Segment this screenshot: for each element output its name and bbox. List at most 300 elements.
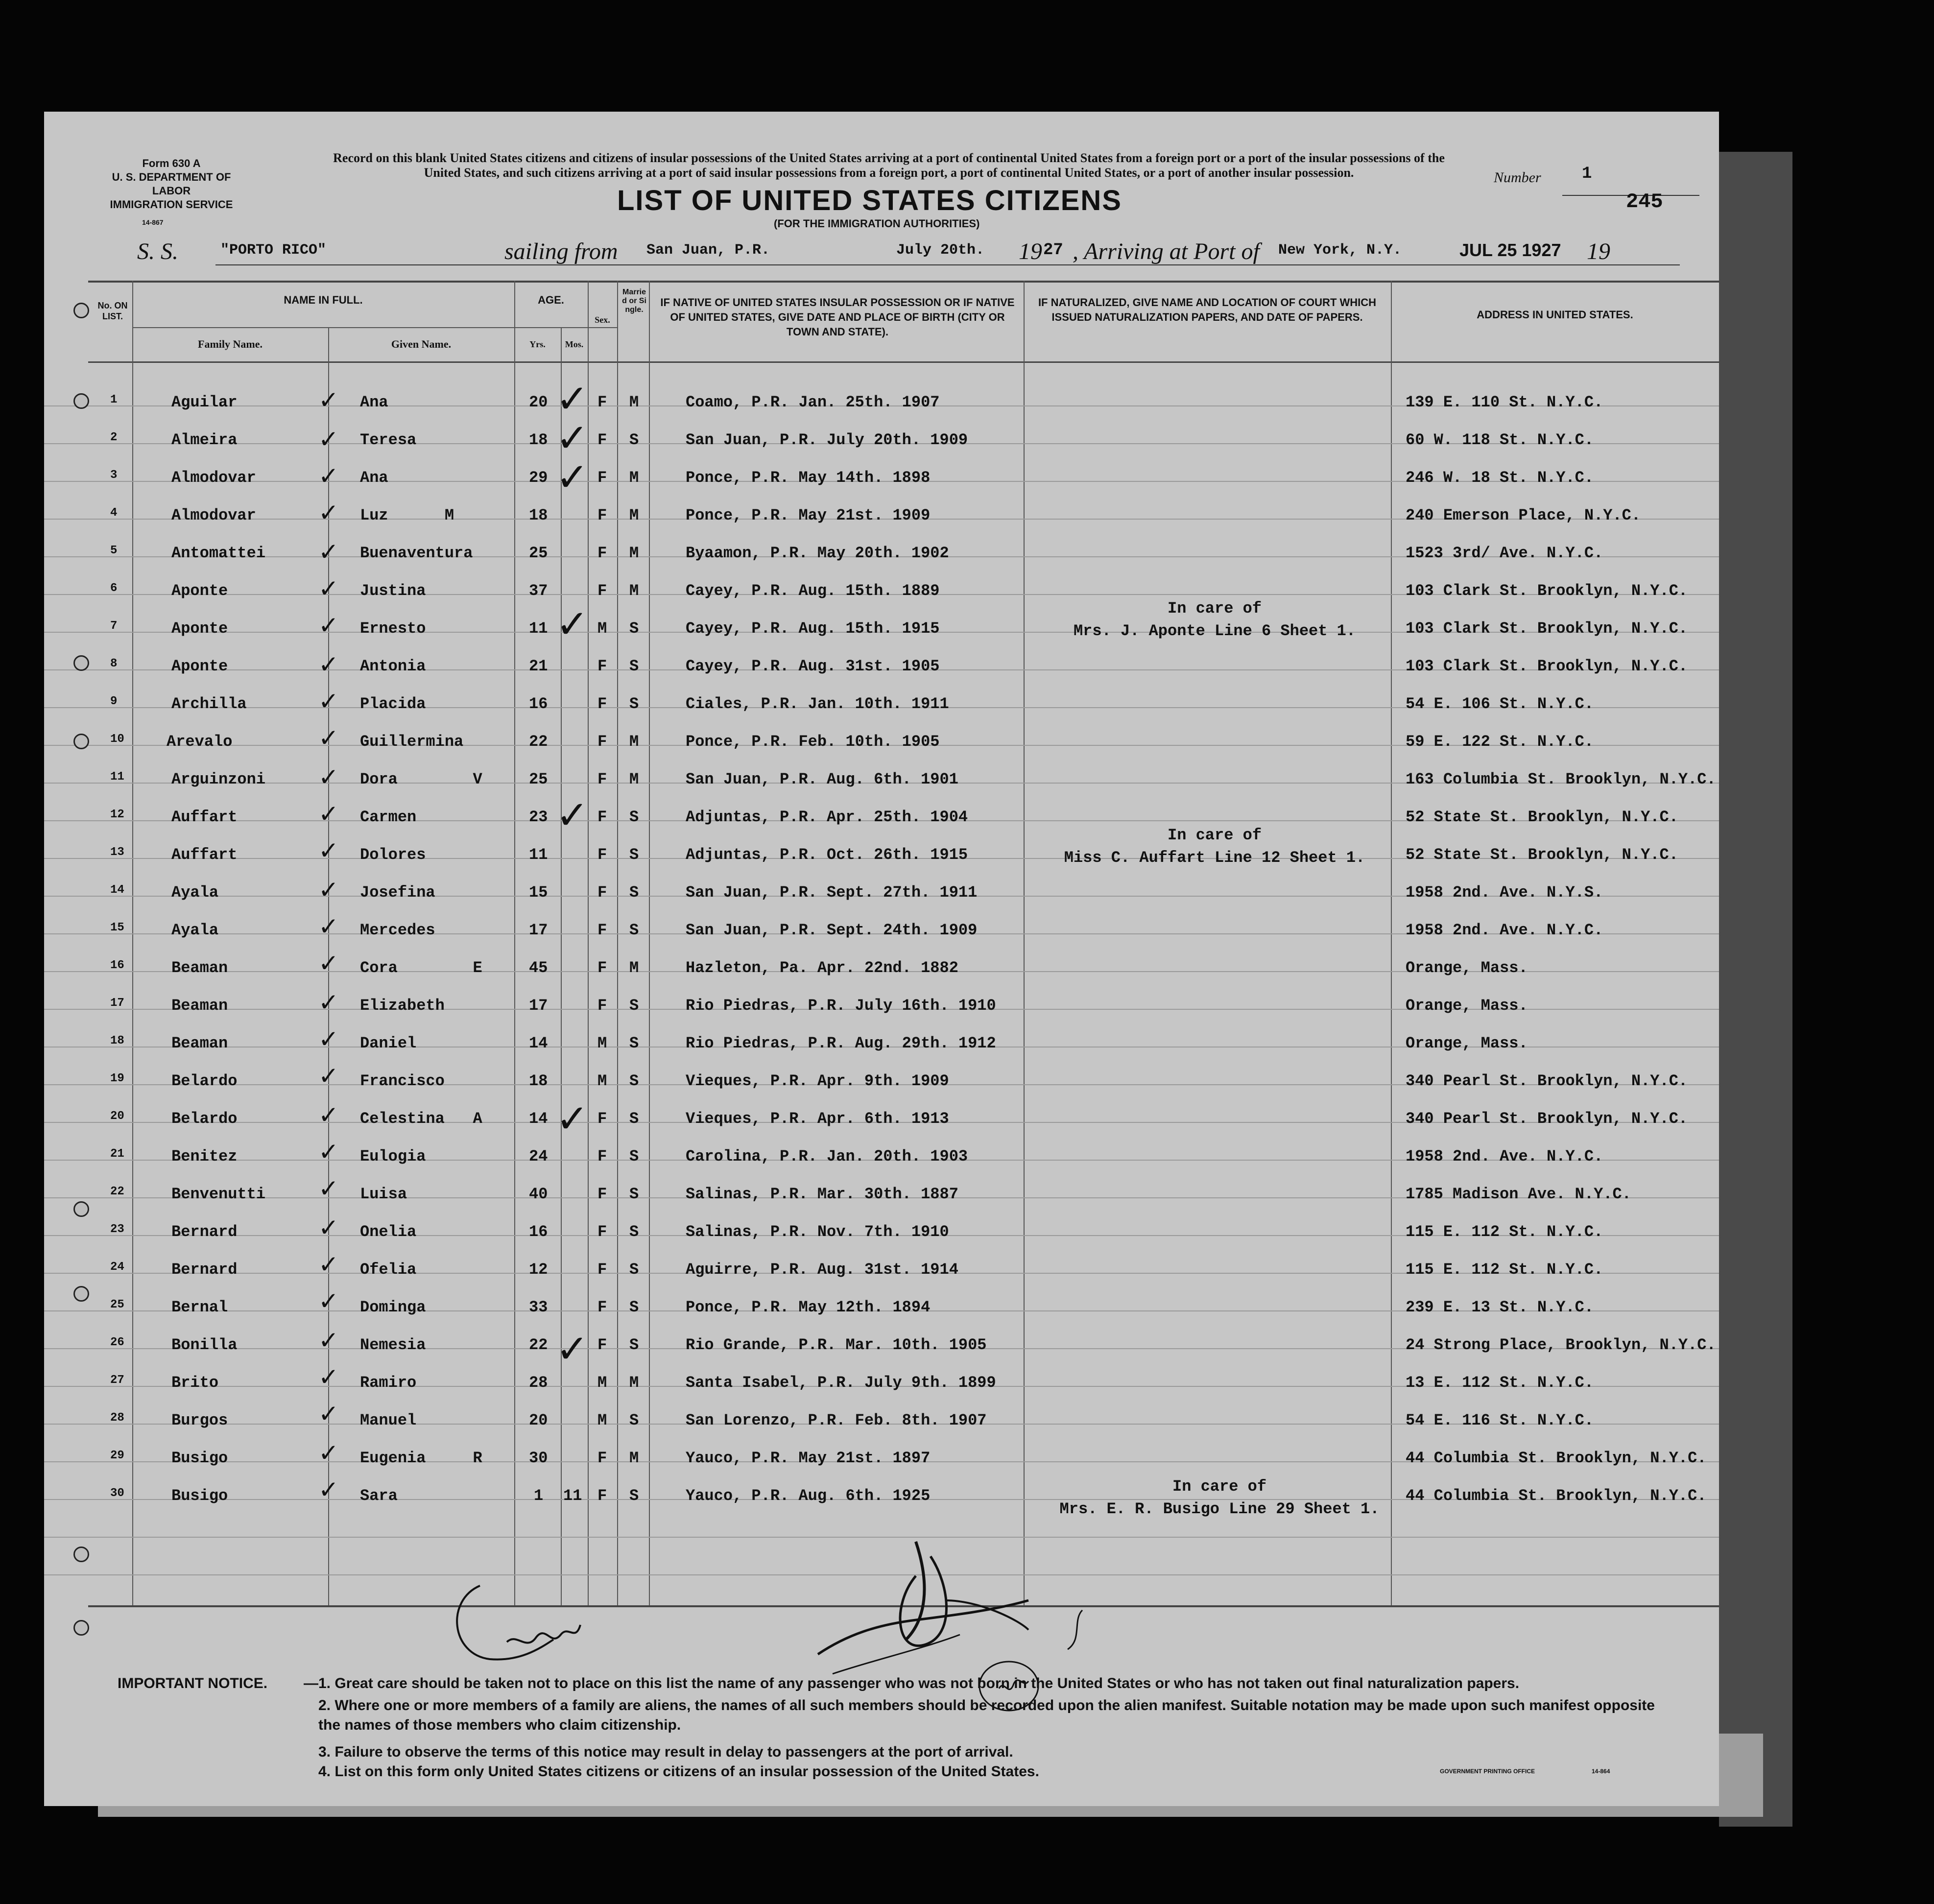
sex: F [597, 808, 607, 826]
given-name: Onelia [360, 1223, 417, 1241]
age-years: 1 [534, 1487, 544, 1505]
marital-status: M [629, 1374, 639, 1392]
notice-item: 2. Where one or more members of a family are aliens, the names of all such members should be recorded upon the alien manifest. Suitable notation may be made upon such manifest opposite the names of those members who claim citizenship. [318, 1697, 1655, 1733]
birthplace: Salinas, P.R. Nov. 7th. 1910 [686, 1223, 949, 1241]
age-years: 14 [529, 1110, 548, 1128]
given-name: Nemesia [360, 1336, 426, 1354]
table-row [44, 1223, 1719, 1252]
sex: F [597, 1336, 607, 1354]
check-mark-icon: ✓ [318, 913, 339, 940]
table-row [44, 1298, 1719, 1328]
us-address: 52 State St. Brooklyn, N.Y.C. [1406, 846, 1678, 864]
family-name: Brito [171, 1374, 219, 1392]
age-years: 21 [529, 657, 548, 675]
table-row [44, 1147, 1719, 1177]
form-id-block [98, 157, 245, 212]
birthplace: Salinas, P.R. Mar. 30th. 1887 [686, 1185, 958, 1203]
marital-status: S [629, 1223, 639, 1241]
table-row [44, 582, 1719, 611]
us-address: Orange, Mass. [1406, 997, 1528, 1015]
birthplace: Carolina, P.R. Jan. 20th. 1903 [686, 1147, 968, 1166]
care-note-text: Miss C. Auffart Line 12 Sheet 1. [1064, 849, 1365, 867]
row-number: 25 [110, 1298, 124, 1311]
table-top-rule [88, 281, 1719, 283]
punch-hole [73, 303, 89, 318]
age-years: 22 [529, 733, 548, 751]
header-name-in-full: NAME IN FULL. [284, 294, 363, 306]
table-row [44, 695, 1719, 724]
given-name: Manuel [360, 1411, 417, 1429]
table-row [44, 544, 1719, 573]
sex: F [597, 1147, 607, 1166]
printer-code: 14-864 [1592, 1768, 1610, 1775]
us-address: 24 Strong Place, Brooklyn, N.Y.C. [1406, 1336, 1716, 1354]
given-name: Ramiro [360, 1374, 417, 1392]
birthplace: Santa Isabel, P.R. July 9th. 1899 [686, 1374, 996, 1392]
us-address: 52 State St. Brooklyn, N.Y.C. [1406, 808, 1678, 826]
row-number: 15 [110, 921, 124, 934]
check-mark-icon: ✓ [556, 1097, 589, 1141]
sex: F [597, 544, 607, 562]
age-years: 45 [529, 959, 548, 977]
header-yrs: Yrs. [529, 339, 546, 349]
check-mark-icon: ✓ [318, 800, 339, 828]
sex: F [597, 469, 607, 487]
birthplace: Ponce, P.R. Feb. 10th. 1905 [686, 733, 940, 751]
birthplace: Yauco, P.R. Aug. 6th. 1925 [686, 1487, 931, 1505]
check-mark-icon: ✓ [318, 1138, 339, 1166]
row-number: 22 [110, 1185, 124, 1198]
arriving-label: , Arriving at Port of [1073, 238, 1260, 264]
given-name: Mercedes [360, 921, 435, 939]
us-address: 44 Columbia St. Brooklyn, N.Y.C. [1406, 1487, 1707, 1505]
given-name: Ana [360, 469, 388, 487]
row-number: 29 [110, 1449, 124, 1462]
us-address: 340 Pearl St. Brooklyn, N.Y.C. [1406, 1110, 1688, 1128]
birthplace: Coamo, P.R. Jan. 25th. 1907 [686, 393, 940, 411]
marital-status: S [629, 921, 639, 939]
form-number: Form 630 A [142, 157, 201, 169]
sex: M [597, 1034, 607, 1052]
row-number: 16 [110, 959, 124, 972]
department: U. S. DEPARTMENT OF LABOR [112, 171, 231, 197]
marital-status: M [629, 959, 639, 977]
row-number: 1 [110, 393, 118, 406]
check-mark-icon: ✓ [318, 1439, 339, 1467]
given-name: Placida [360, 695, 426, 713]
marital-status: M [629, 733, 639, 751]
check-mark-icon: ✓ [318, 1062, 339, 1090]
sex: F [597, 1110, 607, 1128]
check-mark-icon: ✓ [318, 1327, 339, 1354]
row-number: 9 [110, 695, 118, 708]
row-number: 8 [110, 657, 118, 670]
header-married-single: Married or Single. [622, 288, 646, 314]
family-name: Bernard [171, 1261, 238, 1279]
us-address: 54 E. 106 St. N.Y.C. [1406, 695, 1594, 713]
page-number: 245 [1626, 190, 1663, 214]
birthplace: Byaamon, P.R. May 20th. 1902 [686, 544, 949, 562]
age-years: 12 [529, 1261, 548, 1279]
birthplace: Ciales, P.R. Jan. 10th. 1911 [686, 695, 949, 713]
table-row [44, 883, 1719, 913]
family-name: Beaman [171, 997, 228, 1015]
name-age-subrule [132, 327, 617, 328]
punch-hole [73, 1201, 89, 1217]
family-name: Beaman [171, 959, 228, 977]
marital-status: S [629, 1298, 639, 1316]
marital-status: S [629, 657, 639, 675]
given-name: Josefina [360, 883, 435, 902]
row-number: 6 [110, 582, 118, 595]
passenger-rows [44, 393, 1719, 1544]
family-name: Belardo [171, 1072, 238, 1090]
table-row [44, 431, 1719, 460]
row-number: 7 [110, 619, 118, 633]
table-row [44, 959, 1719, 988]
given-name: Luz M [360, 506, 454, 524]
sailing-from-label: sailing from [504, 238, 618, 264]
header-sex: Sex. [595, 315, 610, 325]
us-address: 1958 2nd. Ave. N.Y.C. [1406, 921, 1603, 939]
punch-hole [73, 1286, 89, 1302]
check-mark-icon: ✓ [318, 989, 339, 1016]
marital-status: S [629, 808, 639, 826]
given-name: Dora V [360, 770, 482, 788]
sex: F [597, 506, 607, 524]
table-row [44, 1411, 1719, 1441]
family-name: Ayala [171, 921, 219, 939]
row-number: 13 [110, 846, 124, 859]
number-value: 1 [1582, 165, 1592, 183]
sex: F [597, 1298, 607, 1316]
family-name: Almodovar [171, 469, 256, 487]
sex: F [597, 733, 607, 751]
number-label: Number [1494, 169, 1541, 186]
table-row [44, 733, 1719, 762]
check-mark-icon: ✓ [318, 724, 339, 752]
sex: M [597, 1072, 607, 1090]
us-address: 115 E. 112 St. N.Y.C. [1406, 1223, 1603, 1241]
sex: F [597, 1223, 607, 1241]
row-number: 12 [110, 808, 124, 821]
us-address: 163 Columbia St. Brooklyn, N.Y.C. [1406, 770, 1716, 788]
age-years: 25 [529, 544, 548, 562]
check-mark-icon: ✓ [318, 499, 339, 526]
row-number: 18 [110, 1034, 124, 1047]
marital-status: S [629, 1336, 639, 1354]
departure-date: July 20th. [896, 242, 985, 259]
check-mark-icon: ✓ [318, 386, 339, 414]
check-mark-icon: ✓ [318, 1476, 339, 1503]
birthplace: Cayey, P.R. Aug. 15th. 1889 [686, 582, 940, 600]
header-age: AGE. [538, 294, 564, 306]
row-number: 4 [110, 506, 118, 520]
check-mark-icon: ✓ [318, 688, 339, 715]
birthplace: Ponce, P.R. May 12th. 1894 [686, 1298, 931, 1316]
us-address: 103 Clark St. Brooklyn, N.Y.C. [1406, 619, 1688, 638]
row-number: 30 [110, 1487, 124, 1500]
given-name: Dolores [360, 846, 426, 864]
table-header-rule [88, 361, 1719, 363]
family-name: Bernal [171, 1298, 228, 1316]
birthplace: Vieques, P.R. Apr. 9th. 1909 [686, 1072, 949, 1090]
family-name: Busigo [171, 1487, 228, 1505]
sex: F [597, 431, 607, 449]
row-number: 24 [110, 1261, 124, 1274]
punch-hole [73, 1620, 89, 1636]
age-years: 14 [529, 1034, 548, 1052]
age-years: 33 [529, 1298, 548, 1316]
marital-status: S [629, 1261, 639, 1279]
printer-mark: GOVERNMENT PRINTING OFFICE [1440, 1768, 1535, 1775]
row-number: 2 [110, 431, 118, 444]
table-row [44, 846, 1719, 875]
departure-year: 27 [1043, 241, 1063, 260]
check-mark-icon: ✓ [318, 1251, 339, 1278]
age-years: 17 [529, 997, 548, 1015]
us-address: 103 Clark St. Brooklyn, N.Y.C. [1406, 582, 1688, 600]
given-name: Eulogia [360, 1147, 426, 1166]
row-number: 23 [110, 1223, 124, 1236]
age-years: 18 [529, 1072, 548, 1090]
age-years: 11 [529, 619, 548, 638]
marital-status: S [629, 1185, 639, 1203]
family-name: Antomattei [171, 544, 266, 562]
header-mos: Mos. [565, 339, 584, 349]
marital-status: S [629, 1487, 639, 1505]
punch-hole [73, 655, 89, 671]
table-row [44, 808, 1719, 837]
form-instructions: Record on this blank United States citizens and citizens of insular possessions of the United States arriving at a port of continental United States from a foreign port or a port of the insular possessions of the United States, and such citizens arriving at a port of said insular possessions from a foreign port, a port of continental United States, or a port of another insular possession. [333, 151, 1445, 180]
sex: F [597, 695, 607, 713]
age-years: 20 [529, 393, 548, 411]
check-mark-icon: ✓ [556, 455, 589, 499]
birthplace: Rio Grande, P.R. Mar. 10th. 1905 [686, 1336, 987, 1354]
sex: F [597, 959, 607, 977]
table-row [44, 1261, 1719, 1290]
given-name: Ofelia [360, 1261, 417, 1279]
given-name: Ernesto [360, 619, 426, 638]
birthplace: San Juan, P.R. Aug. 6th. 1901 [686, 770, 958, 788]
check-mark-icon: ✓ [556, 416, 589, 460]
marital-status: S [629, 695, 639, 713]
row-number: 10 [110, 733, 124, 746]
birthplace: Adjuntas, P.R. Apr. 25th. 1904 [686, 808, 968, 826]
row-number: 20 [110, 1110, 124, 1123]
form-title: LIST OF UNITED STATES CITIZENS [617, 185, 1122, 216]
check-mark-icon: ✓ [318, 612, 339, 639]
row-number: 11 [110, 770, 124, 784]
row-number: 19 [110, 1072, 124, 1085]
marital-status: S [629, 1147, 639, 1166]
family-name: Ayala [171, 883, 219, 902]
family-name: Almodovar [171, 506, 256, 524]
us-address: 1523 3rd/ Ave. N.Y.C. [1406, 544, 1603, 562]
marital-status: M [629, 506, 639, 524]
check-mark-icon: ✓ [318, 950, 339, 977]
age-years: 24 [529, 1147, 548, 1166]
us-address: 54 E. 116 St. N.Y.C. [1406, 1411, 1594, 1429]
notice-heading: IMPORTANT NOTICE. [118, 1675, 268, 1691]
birthplace: Cayey, P.R. Aug. 15th. 1915 [686, 619, 940, 638]
family-name: Benvenutti [171, 1185, 266, 1203]
table-row [44, 1336, 1719, 1365]
check-mark-icon: ✓ [318, 1101, 339, 1129]
birthplace: San Lorenzo, P.R. Feb. 8th. 1907 [686, 1411, 987, 1429]
family-name: Burgos [171, 1411, 228, 1429]
header-given-name: Given Name. [391, 338, 452, 350]
us-address: 13 E. 112 St. N.Y.C. [1406, 1374, 1594, 1392]
marital-status: S [629, 619, 639, 638]
care-note-label: In care of [1167, 599, 1262, 618]
year-prefix: 19 [1019, 238, 1042, 264]
family-name: Arevalo [167, 733, 233, 751]
print-code: 14-867 [142, 218, 164, 226]
table-row [44, 1185, 1719, 1214]
sex: M [597, 1374, 607, 1392]
check-mark-icon: ✓ [556, 377, 589, 421]
given-name: Guillermina [360, 733, 464, 751]
row-number: 17 [110, 997, 124, 1010]
family-name: Aponte [171, 582, 228, 600]
check-mark-icon: ✓ [318, 1363, 339, 1391]
sex: F [597, 1487, 607, 1505]
table-row [44, 506, 1719, 536]
us-address: 44 Columbia St. Brooklyn, N.Y.C. [1406, 1449, 1707, 1467]
check-mark-icon: ✓ [318, 1214, 339, 1241]
year-suffix: 19 [1587, 238, 1610, 264]
birthplace: Ponce, P.R. May 21st. 1909 [686, 506, 931, 524]
notice-item: —1. Great care should be taken not to place on this list the name of any passenger who was not born in the United States or who has not taken out final naturalization papers. [304, 1675, 1520, 1691]
age-years: 18 [529, 431, 548, 449]
marital-status: S [629, 1411, 639, 1429]
punch-hole [73, 393, 89, 409]
check-mark-icon: ✓ [318, 575, 339, 602]
us-address: Orange, Mass. [1406, 1034, 1528, 1052]
marital-status: S [629, 883, 639, 902]
birthplace: Yauco, P.R. May 21st. 1897 [686, 1449, 931, 1467]
check-mark-icon: ✓ [556, 602, 589, 646]
age-years: 16 [529, 1223, 548, 1241]
birthplace: Hazleton, Pa. Apr. 22nd. 1882 [686, 959, 958, 977]
family-name: Almeira [171, 431, 238, 449]
sex: F [597, 1185, 607, 1203]
age-years: 23 [529, 808, 548, 826]
table-row [44, 997, 1719, 1026]
family-name: Bernard [171, 1223, 238, 1241]
sex: F [597, 883, 607, 902]
care-note-label: In care of [1167, 826, 1262, 844]
birthplace: San Juan, P.R. July 20th. 1909 [686, 431, 968, 449]
us-address: 239 E. 13 St. N.Y.C. [1406, 1298, 1594, 1316]
table-row [44, 921, 1719, 951]
check-mark-icon: ✓ [318, 837, 339, 864]
sex: F [597, 582, 607, 600]
header-birthplace: IF NATIVE OF UNITED STATES INSULAR POSSESSION OR IF NATIVE OF UNITED STATES, GIVE DATE AND PLACE OF BIRTH (CITY OR TOWN AND STATE). [660, 296, 1015, 338]
age-years: 22 [529, 1336, 548, 1354]
punch-hole [73, 734, 89, 749]
ss-label: S. S. [137, 238, 178, 264]
us-address: 1785 Madison Ave. N.Y.C. [1406, 1185, 1631, 1203]
given-name: Antonia [360, 657, 426, 675]
manifest-sheet [44, 112, 1719, 1806]
sex: F [597, 846, 607, 864]
table-row [44, 469, 1719, 498]
departure-port: San Juan, P.R. [646, 242, 770, 259]
marital-status: S [629, 846, 639, 864]
age-years: 17 [529, 921, 548, 939]
given-name: Eugenia R [360, 1449, 482, 1467]
birthplace: San Juan, P.R. Sept. 24th. 1909 [686, 921, 978, 939]
given-name: Luisa [360, 1185, 407, 1203]
age-years: 37 [529, 582, 548, 600]
check-mark-icon: ✓ [318, 651, 339, 678]
table-row [44, 1110, 1719, 1139]
family-name: Arguinzoni [171, 770, 266, 788]
given-name: Justina [360, 582, 426, 600]
birthplace: Cayey, P.R. Aug. 31st. 1905 [686, 657, 940, 675]
sex: M [597, 619, 607, 638]
table-row [44, 1374, 1719, 1403]
sex: F [597, 1449, 607, 1467]
sex: F [597, 770, 607, 788]
notice-item: 4. List on this form only United States citizens or citizens of an insular possession of the United States. [318, 1763, 1039, 1780]
marital-status: M [629, 582, 639, 600]
row-number: 27 [110, 1374, 124, 1387]
birthplace: Rio Piedras, P.R. July 16th. 1910 [686, 997, 996, 1015]
age-years: 40 [529, 1185, 548, 1203]
check-mark-icon: ✓ [318, 426, 339, 453]
age-years: 20 [529, 1411, 548, 1429]
check-mark-icon: ✓ [318, 1025, 339, 1053]
row-number: 26 [110, 1336, 124, 1349]
header-family-name: Family Name. [198, 338, 263, 350]
given-name: Ana [360, 393, 388, 411]
us-address: 1958 2nd. Ave. N.Y.S. [1406, 883, 1603, 902]
marital-status: S [629, 997, 639, 1015]
given-name: Sara [360, 1487, 398, 1505]
marital-status: M [629, 1449, 639, 1467]
voyage-underline [215, 264, 1680, 265]
given-name: Dominga [360, 1298, 426, 1316]
check-mark-icon: ✓ [318, 538, 339, 566]
arrival-port: New York, N.Y. [1278, 242, 1402, 259]
us-address: Orange, Mass. [1406, 959, 1528, 977]
age-years: 15 [529, 883, 548, 902]
family-name: Archilla [171, 695, 247, 713]
marital-status: S [629, 431, 639, 449]
us-address: 1958 2nd. Ave. N.Y.C. [1406, 1147, 1603, 1166]
family-name: Benitez [171, 1147, 238, 1166]
given-name: Cora E [360, 959, 482, 977]
family-name: Busigo [171, 1449, 228, 1467]
marital-status: M [629, 393, 639, 411]
birthplace: Ponce, P.R. May 14th. 1898 [686, 469, 931, 487]
marital-status: S [629, 1072, 639, 1090]
family-name: Belardo [171, 1110, 238, 1128]
marital-status: M [629, 544, 639, 562]
check-mark-icon: ✓ [318, 1175, 339, 1202]
us-address: 103 Clark St. Brooklyn, N.Y.C. [1406, 657, 1688, 675]
birthplace: Vieques, P.R. Apr. 6th. 1913 [686, 1110, 949, 1128]
marital-status: S [629, 1034, 639, 1052]
birthplace: Adjuntas, P.R. Oct. 26th. 1915 [686, 846, 968, 864]
given-name: Celestina A [360, 1110, 482, 1128]
service: IMMIGRATION SERVICE [110, 198, 233, 211]
care-note [1043, 597, 1386, 643]
arrival-date-stamp: JUL 25 1927 [1459, 240, 1561, 260]
